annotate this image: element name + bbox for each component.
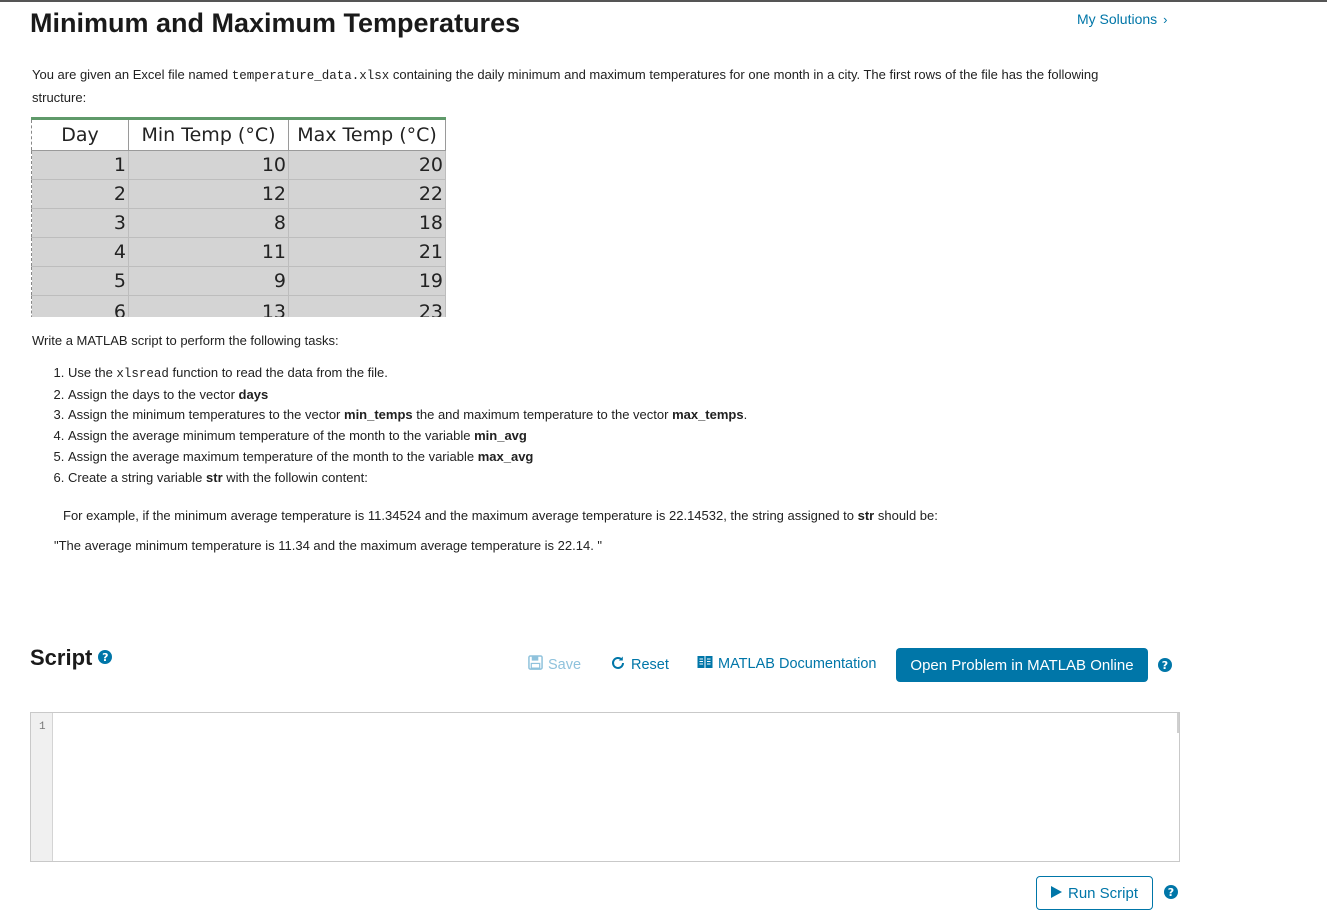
- task-text: Create a string variable: [68, 469, 207, 485]
- task-item: [68, 468, 747, 489]
- reset-label: Reset: [631, 657, 669, 673]
- excel-preview-image: [31, 117, 446, 317]
- problem-intro: [32, 64, 1132, 108]
- task-text: Assign the average minimum temperature of the month to the variable: [68, 428, 475, 444]
- cell-max: 23: [289, 296, 446, 318]
- code-editor[interactable]: [30, 712, 1180, 862]
- cell-max: 22: [289, 180, 446, 209]
- header-max-temp: Max Temp (°C): [289, 119, 446, 151]
- task-text: the and maximum temperature to the vector: [412, 407, 673, 423]
- example-pre: For example, if the minimum average temperature is 11.34524 and the maximum average temperature is 22.14532, the string assigned to: [63, 508, 858, 523]
- my-solutions-link[interactable]: [1077, 11, 1168, 27]
- book-icon: [697, 655, 713, 673]
- open-in-matlab-online-button[interactable]: Open Problem in MATLAB Online: [896, 648, 1148, 682]
- cell-min: 9: [129, 267, 289, 296]
- cell-min: 8: [129, 209, 289, 238]
- task-text: function to read the data from the file.: [168, 365, 388, 380]
- run-script-label: Run Script: [1067, 884, 1139, 902]
- line-number: 1: [39, 721, 46, 733]
- task-text: Use the: [68, 365, 117, 380]
- excel-header-row: [32, 119, 446, 151]
- example-var: str: [857, 508, 875, 523]
- cell-day: 5: [32, 267, 129, 296]
- task-item: [68, 363, 747, 385]
- header-day: Day: [32, 119, 129, 151]
- table-row: [32, 238, 446, 267]
- reset-button[interactable]: [610, 655, 669, 675]
- task-var: min_temps: [344, 407, 413, 423]
- table-row: [32, 151, 446, 180]
- save-button[interactable]: [528, 655, 581, 674]
- cell-day: 6: [32, 296, 129, 318]
- line-number-gutter: [31, 713, 53, 861]
- task-text: Assign the average maximum temperature of the month to the variable: [68, 448, 478, 464]
- table-row: [32, 180, 446, 209]
- cell-min: 13: [129, 296, 289, 318]
- play-icon: [1051, 885, 1062, 902]
- task-item: [68, 426, 747, 447]
- cell-day: 1: [32, 151, 129, 180]
- header-min-temp: Min Temp (°C): [129, 119, 289, 151]
- chevron-right-icon: ›: [1163, 12, 1168, 27]
- task-text: Assign the days to the vector: [68, 386, 239, 402]
- my-solutions-label: My Solutions: [1077, 11, 1158, 27]
- cell-max: 18: [289, 209, 446, 238]
- help-icon[interactable]: ?: [98, 650, 112, 664]
- cell-min: 12: [129, 180, 289, 209]
- excel-table: [31, 117, 446, 317]
- tasks-intro: Write a MATLAB script to perform the following tasks:: [32, 333, 339, 348]
- task-text: .: [743, 407, 748, 423]
- cell-max: 20: [289, 151, 446, 180]
- cell-max: 19: [289, 267, 446, 296]
- task-var: str: [206, 469, 223, 485]
- task-var: max_temps: [672, 407, 744, 423]
- task-text: Assign the minimum temperatures to the vector: [68, 407, 345, 423]
- example-quote: "The average minimum temperature is 11.34 and the maximum average temperature is 22.14. ": [54, 538, 603, 553]
- script-heading: [30, 645, 112, 671]
- table-row: [32, 267, 446, 296]
- cell-max: 21: [289, 238, 446, 267]
- refresh-icon: [610, 655, 626, 675]
- example-post: should be:: [874, 508, 938, 523]
- intro-text-post: containing the daily minimum and maximum temperatures for one month in a city. The first rows of the file has the following structure:: [32, 67, 1099, 105]
- top-border: [0, 0, 1327, 2]
- task-item: [68, 447, 747, 468]
- cell-day: 4: [32, 238, 129, 267]
- script-heading-label: Script: [30, 645, 93, 670]
- help-icon[interactable]: ?: [1164, 885, 1178, 899]
- doc-label: MATLAB Documentation: [718, 656, 877, 672]
- table-row: [32, 209, 446, 238]
- editor-scrollbar[interactable]: [1177, 713, 1179, 733]
- table-row: [32, 296, 446, 318]
- page-title: Minimum and Maximum Temperatures: [30, 8, 521, 38]
- example-text: [63, 508, 938, 523]
- task-var: days: [238, 386, 269, 402]
- cell-day: 3: [32, 209, 129, 238]
- save-label: Save: [548, 656, 582, 673]
- cell-min: 11: [129, 238, 289, 267]
- cell-min: 10: [129, 151, 289, 180]
- task-var: max_avg: [477, 448, 534, 464]
- help-icon[interactable]: ?: [1158, 658, 1172, 672]
- matlab-documentation-link[interactable]: [697, 655, 877, 673]
- task-item: [68, 405, 747, 426]
- task-list: [54, 363, 747, 488]
- cell-day: 2: [32, 180, 129, 209]
- task-code: xlsread: [116, 367, 169, 381]
- intro-text-pre: You are given an Excel file named: [32, 67, 232, 82]
- task-text: with the followin content:: [222, 469, 368, 485]
- task-var: min_avg: [474, 428, 527, 444]
- floppy-disk-icon: [528, 655, 543, 674]
- run-script-button[interactable]: [1036, 876, 1153, 910]
- intro-filename: temperature_data.xlsx: [231, 69, 390, 83]
- task-item: [68, 385, 747, 406]
